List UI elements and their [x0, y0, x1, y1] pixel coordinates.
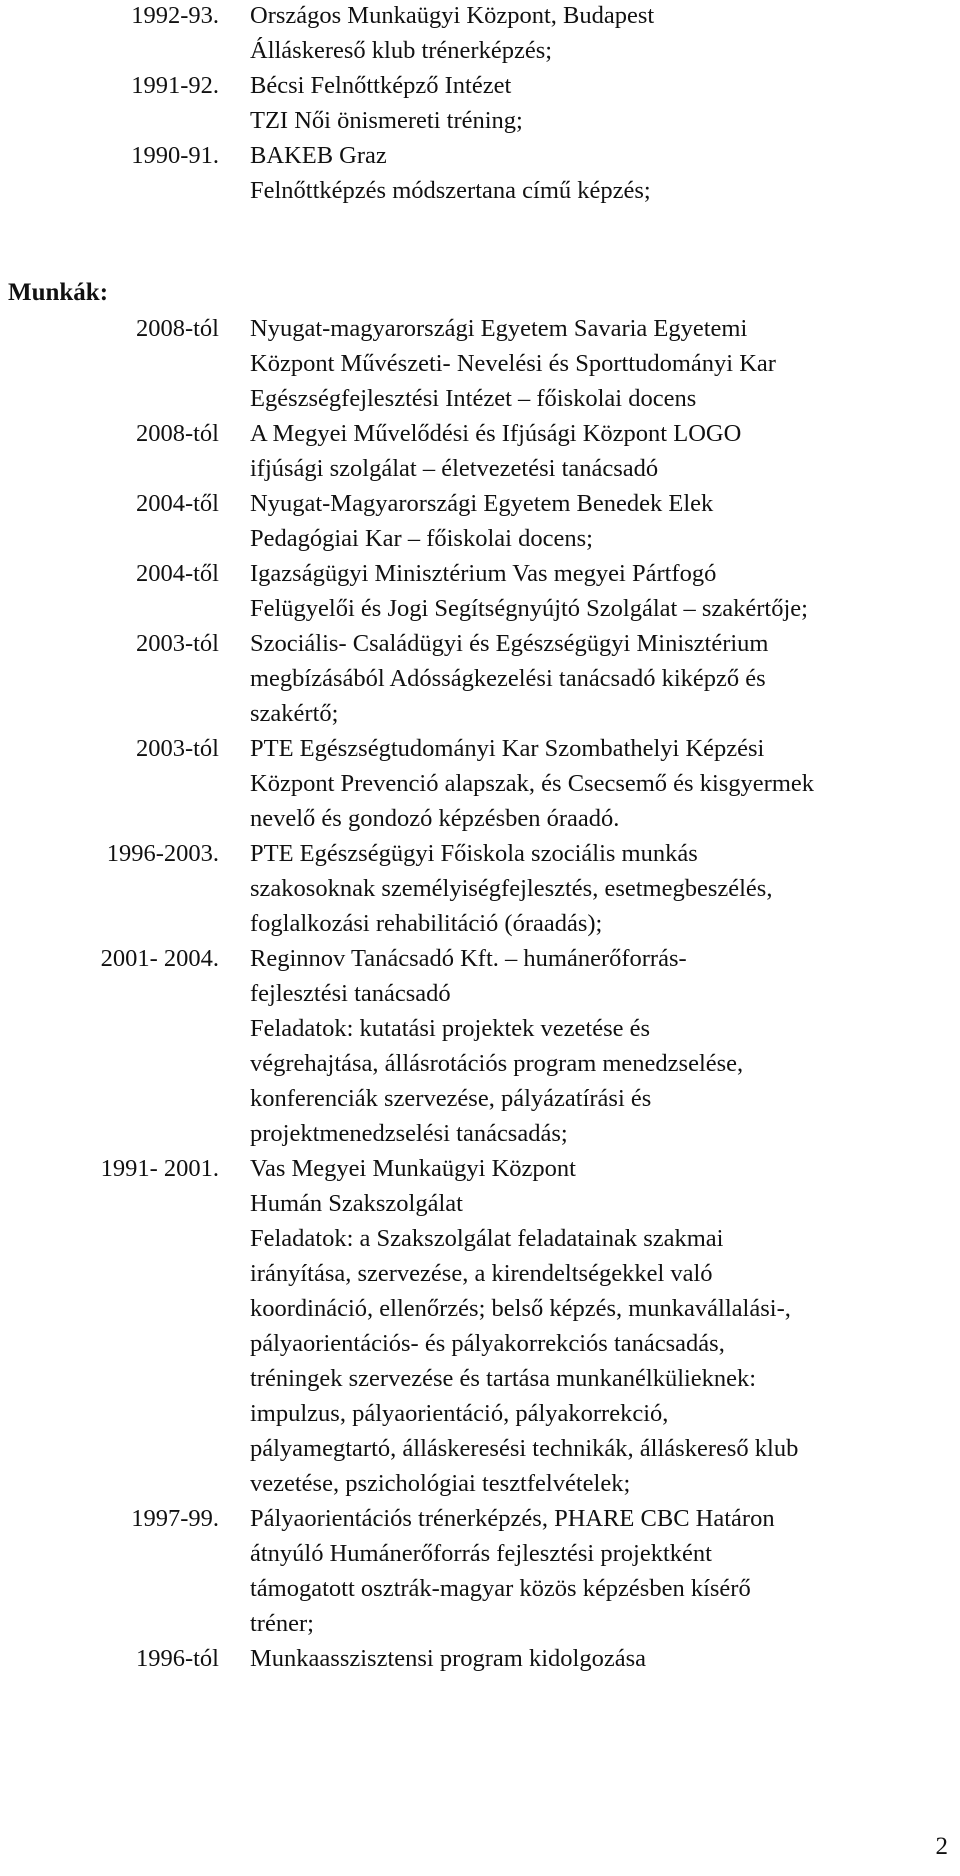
entry-date: 2004-től	[135, 490, 219, 517]
page-number: 2	[935, 1833, 948, 1860]
entry-description	[250, 941, 950, 1151]
entry-date: 2003-tól	[135, 630, 219, 657]
entry-date: 2008-tól	[135, 315, 219, 342]
entry-description	[250, 416, 950, 486]
work-entry-4	[0, 556, 950, 626]
entry-date: 2003-tól	[135, 735, 219, 762]
entry-line: pályamegtartó, álláskeresési technikák, álláskereső klub	[250, 1435, 799, 1462]
entry-line: szakosoknak személyiségfejlesztés, esetmegbeszélés,	[250, 875, 773, 902]
entry-line: Bécsi Felnőttképző Intézet	[250, 72, 512, 99]
entry-date: 1997-99.	[131, 1505, 219, 1532]
entry-line: irányítása, szervezése, a kirendeltségekkel való	[250, 1260, 713, 1287]
entry-line: Országos Munkaügyi Központ, Budapest	[250, 2, 655, 29]
education-list	[0, 0, 950, 208]
entry-line: szakértő;	[250, 700, 339, 727]
entry-description	[250, 486, 950, 556]
entry-date: 1991-92.	[131, 72, 219, 99]
entry-line: átnyúló Humánerőforrás fejlesztési projektként	[250, 1540, 712, 1567]
entry-description	[250, 836, 950, 941]
entry-line: Nyugat-Magyarországi Egyetem Benedek Elek	[250, 490, 714, 517]
entry-line: tréner;	[250, 1610, 314, 1637]
work-entry-2	[0, 416, 950, 486]
work-entry-10	[0, 1501, 950, 1641]
entry-line: Felügyelői és Jogi Segítségnyújtó Szolgálat – szakértője;	[250, 595, 808, 622]
entry-line: Humán Szakszolgálat	[250, 1190, 463, 1217]
entry-line: Egészségfejlesztési Intézet – főiskolai docens	[250, 385, 697, 412]
entry-date: 1991- 2001.	[100, 1155, 219, 1182]
entry-line: Pályaorientációs trénerképzés, PHARE CBC Határon	[250, 1505, 775, 1532]
entry-line: foglalkozási rehabilitáció (óraadás);	[250, 910, 603, 937]
work-entry-11	[0, 1641, 950, 1676]
entry-date: 1990-91.	[131, 142, 219, 169]
work-entry-9	[0, 1151, 950, 1501]
entry-line: Szociális- Családügyi és Egészségügyi Minisztérium	[250, 630, 769, 657]
entry-description	[250, 68, 950, 138]
entry-line: megbízásából Adósságkezelési tanácsadó kiképző és	[250, 665, 766, 692]
entry-date: 1996-2003.	[106, 840, 219, 867]
entry-line: tréningek szervezése és tartása munkanélkülieknek:	[250, 1365, 757, 1392]
entry-line: végrehajtása, állásrotációs program menedzselése,	[250, 1050, 744, 1077]
work-entry-6	[0, 731, 950, 836]
entry-line: Igazságügyi Minisztérium Vas megyei Pártfogó	[250, 560, 717, 587]
entry-line: ifjúsági szolgálat – életvezetési tanácsadó	[250, 455, 659, 482]
entry-date: 2001- 2004.	[100, 945, 219, 972]
entry-line: koordináció, ellenőrzés; belső képzés, munkavállalási-,	[250, 1295, 791, 1322]
entry-line: vezetése, pszichológiai tesztfelvételek;	[250, 1470, 631, 1497]
work-entry-7	[0, 836, 950, 941]
entry-line: A Megyei Művelődési és Ifjúsági Központ LOGO	[250, 420, 742, 447]
entry-line: Feladatok: a Szakszolgálat feladatainak szakmai	[250, 1225, 724, 1252]
entry-line: támogatott osztrák-magyar közös képzésben kísérő	[250, 1575, 751, 1602]
work-entry-3	[0, 486, 950, 556]
entry-line: Vas Megyei Munkaügyi Központ	[250, 1155, 576, 1182]
entry-description	[250, 311, 950, 416]
entry-date: 1992-93.	[131, 2, 219, 29]
entry-line: konferenciák szervezése, pályázatírási és	[250, 1085, 652, 1112]
entry-line: projektmenedzselési tanácsadás;	[250, 1120, 568, 1147]
entry-line: pályaorientációs- és pályakorrekciós tanácsadás,	[250, 1330, 725, 1357]
entry-description	[250, 1151, 950, 1501]
entry-line: PTE Egészségtudományi Kar Szombathelyi Képzési	[250, 735, 765, 762]
work-entry-5	[0, 626, 950, 731]
education-entry-1	[0, 0, 950, 68]
entry-date: 1996-tól	[135, 1645, 219, 1672]
entry-date: 2004-től	[135, 560, 219, 587]
entry-description	[250, 0, 950, 68]
entry-line: Nyugat-magyarországi Egyetem Savaria Egyetemi	[250, 315, 748, 342]
education-entry-2	[0, 68, 950, 138]
section-heading-work: Munkák:	[8, 279, 109, 306]
entry-description	[250, 556, 950, 626]
entry-line: Feladatok: kutatási projektek vezetése és	[250, 1015, 651, 1042]
entry-description	[250, 731, 950, 836]
entry-line: TZI Női önismereti tréning;	[250, 107, 523, 134]
education-entry-3	[0, 138, 950, 208]
entry-description	[250, 1501, 950, 1641]
entry-line: Álláskereső klub trénerképzés;	[250, 37, 553, 64]
entry-line: BAKEB Graz	[250, 142, 387, 169]
work-list	[0, 311, 950, 1676]
entry-line: Pedagógiai Kar – főiskolai docens;	[250, 525, 593, 552]
entry-line: Reginnov Tanácsadó Kft. – humánerőforrás-	[250, 945, 687, 972]
entry-line: Munkaasszisztensi program kidolgozása	[250, 1645, 646, 1672]
entry-line: Központ Prevenció alapszak, és Csecsemő és kisgyermek	[250, 770, 815, 797]
entry-date: 2008-tól	[135, 420, 219, 447]
entry-description	[250, 138, 950, 208]
entry-line: impulzus, pályaorientáció, pályakorrekció,	[250, 1400, 669, 1427]
work-entry-8	[0, 941, 950, 1151]
entry-line: PTE Egészségügyi Főiskola szociális munkás	[250, 840, 698, 867]
entry-line: Felnőttképzés módszertana című képzés;	[250, 177, 651, 204]
work-entry-1	[0, 311, 950, 416]
entry-description	[250, 626, 950, 731]
entry-line: Központ Művészeti- Nevelési és Sporttudományi Kar	[250, 350, 776, 377]
entry-line: fejlesztési tanácsadó	[250, 980, 451, 1007]
entry-description	[250, 1641, 950, 1676]
entry-line: nevelő és gondozó képzésben óraadó.	[250, 805, 620, 832]
